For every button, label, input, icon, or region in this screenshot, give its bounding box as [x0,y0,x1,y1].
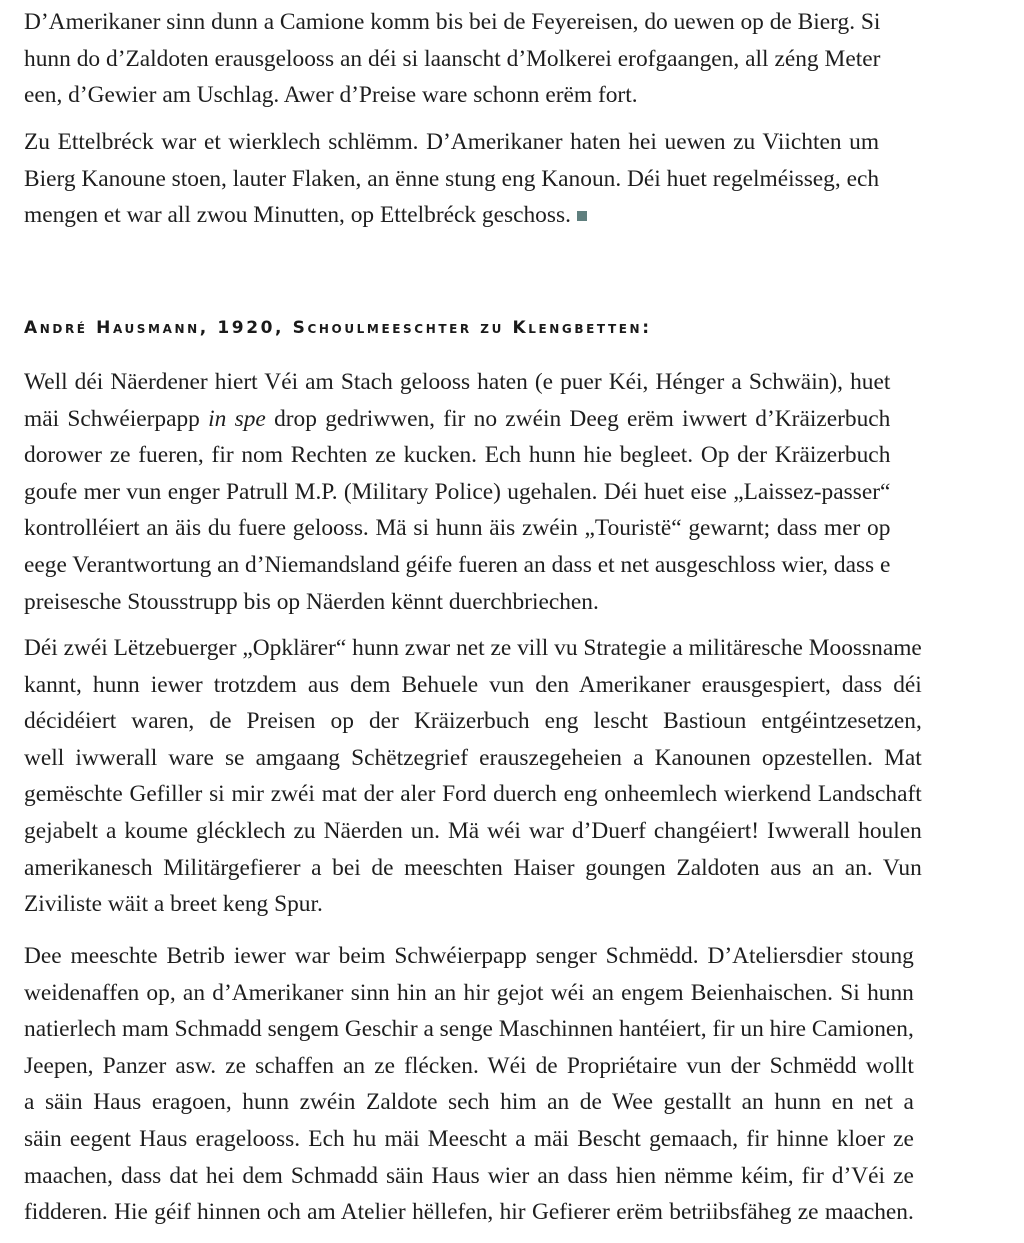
text-line: säin eegent Haus eragelooss. Ech hu mäi Meescht a mäi Bescht gemaach, fir hinne kloer ze [24,1125,914,1152]
paragraph-opklaerer [24,630,922,923]
text-line: a säin Haus eragoen, hunn zwéin Zaldote sech him an de Wee gestallt an hunn en net a [24,1089,914,1116]
text-line: Ziviliste wäit a breet keng Spur. [24,891,323,918]
text-line: natierlech mam Schmadd sengem Geschir a senge Maschinnen hantéiert, fir un hire Camionen, [24,1016,914,1043]
italic-phrase: in spe [208,405,266,432]
text-line: goufe mer vun enger Patrull M.P. (Military Police) ugehalen. Déi huet eise „Laissez-passer“ [24,478,891,505]
text-line [24,197,879,234]
text-line: kontrolléiert an äis du fuere gelooss. Mä si hunn äis zwéin „Touristë“ gewarnt; dass mer op [24,515,891,542]
text-line: weidenaffen op, an d’Amerikaner sinn hin an hir gejot wéi an engem Beienhaischen. Si hunn [24,979,914,1006]
text-line: D’Amerikaner sinn dunn a Camione komm bis bei de Feyereisen, do uewen op de Bierg. Si [24,9,881,35]
text-line: Bierg Kanoune stoen, lauter Flaken, an ënne stung eng Kanoun. Déi huet regelméisseg, ech [24,165,880,192]
text-segment: drop gedriwwen, fir no zwéin Deeg erëm iwwert d’Kräizerbuch [265,405,891,432]
text-line: Well déi Näerdener hiert Véi am Stach gelooss haten (e puer Kéi, Hénger a Schwäin), huet [24,369,891,395]
text-line: Jeepen, Panzer asw. ze schaffen an ze flécken. Wéi de Propriétaire vun der Schmëdd wollt [24,1052,914,1079]
text-line: well iwwerall ware se amgaang Schëtzegrief erauszegeheien a Kanounen opzestellen. Mat [24,744,922,771]
paragraph-schmedd [24,938,914,1231]
text-line: een, d’Gewier am Uschlag. Awer d’Preise ware schonn erëm fort. [24,82,638,109]
text-line: gejabelt a koume glécklech zu Näerden un. Mä wéi war d’Duerf changéiert! Iwwerall houlen [24,817,922,844]
text-line: décidéiert waren, de Preisen op der Kräizerbuch eng lescht Bastioun entgéintzesetzen, [24,708,922,735]
text-line [24,401,890,438]
text-line: hunn do d’Zaldoten erausgelooss an déi si laanscht d’Molkerei erofgaangen, all zéng Meter [24,45,881,72]
paragraph-naerdener-vei [24,364,890,620]
text-line: maachen, dass dat hei dem Schmadd säin Haus wier an dass hien nëmme kéim, fir d’Véi ze [24,1162,914,1189]
text-line: gemëschte Gefiller si mir zwéi mat der aler Ford duerch eng onheemlech wierkend Landschaft [24,781,922,808]
text-line: dorower ze fueren, fir nom Rechten ze kucken. Ech hunn hie begleet. Op der Kräizerbuch [24,442,891,469]
text-line: eege Verantwortung an d’Niemandsland géife fueren an dass et net ausgeschloss wier, dass e [24,551,891,578]
text-line: preisesche Stousstrupp bis op Näerden kënnt duerchbriechen. [24,588,599,615]
text-line: fidderen. Hie géif hinnen och am Atelier hëllefen, hir Gefierer erëm betriibsfäheg ze maachen. [24,1199,914,1226]
text-line: Zu Ettelbréck war et wierklech schlëmm. D’Amerikaner haten hei uewen zu Viichten um [24,129,880,155]
text-line: Déi zwéi Lëtzebuerger „Opklärer“ hunn zwar net ze vill vu Strategie a militäresche Moossname [24,635,922,661]
section-heading: André Hausmann, 1920, Schoulmeeschter zu Klengbetten: [24,318,652,338]
text-line: Dee meeschte Betrib iewer war beim Schwéierpapp senger Schmëdd. D’Ateliersdier stoung [24,943,914,969]
paragraph-americans-camions [24,4,880,114]
text-line: kannt, hunn iewer trotzdem aus dem Behuele vun den Amerikaner erausgespiert, dass déi [24,671,922,698]
paragraph-ettelbreck [24,124,879,234]
text-line-content: mengen et war all zwou Minutten, op Ettelbréck geschoss. [24,202,571,229]
text-segment: mäi Schwéierpapp [24,405,209,432]
end-of-section-square-icon [577,211,587,221]
text-line: amerikanesch Militärgefierer a bei de meeschten Haiser goungen Zaldoten aus an an. Vun [24,854,922,881]
